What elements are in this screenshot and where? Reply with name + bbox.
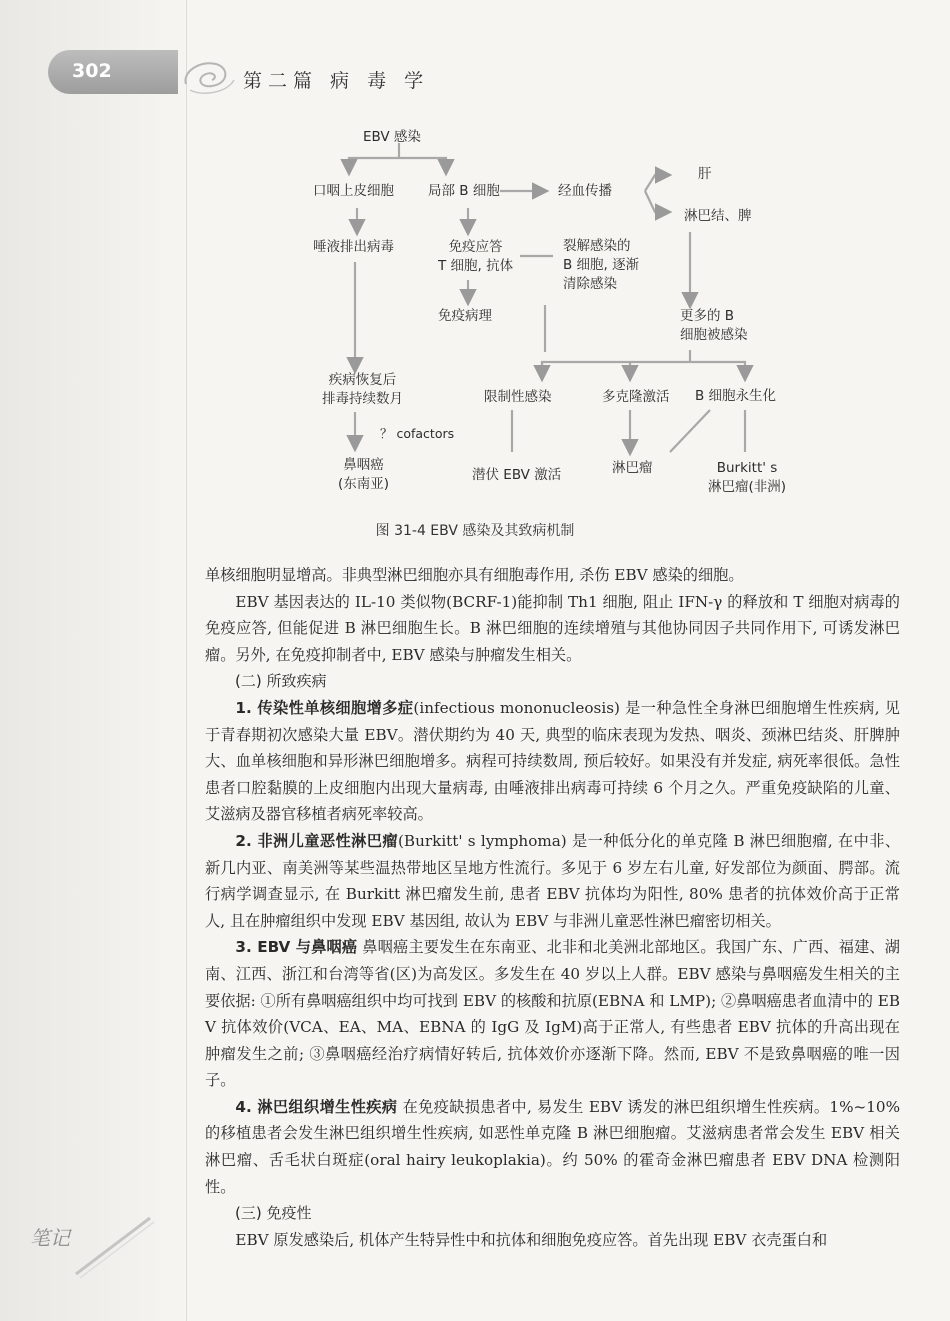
disease-2-text: (Burkitt' s lymphoma) 是一种低分化的单克隆 B 淋巴细胞瘤, 在中非、新几内亚、南美洲等某些温热带地区呈地方性流行。多见于 6 岁左右儿童, 好发部位为颜面、腭部。流行病学调查显示, 在 Burkitt 淋巴瘤发生前, 患者 EBV 抗体均为阳性, 80% 患者的抗体效价高于正常人, 且在肿瘤组织中发现 EBV 基因组, 故认为 EBV 与非洲儿童恶性淋巴瘤密切相关。 [205, 831, 901, 930]
node-immune-response [438, 238, 513, 276]
node-burkitt-line1: Burkitt' s [716, 460, 778, 476]
disease-1-title: 1. 传染性单核细胞增多症 [235, 698, 414, 717]
node-immune-response-line1: 免疫应答 [448, 239, 503, 255]
heading-immunity: (三) 免疫性 [235, 1204, 312, 1223]
node-immunopathology: 免疫病理 [438, 308, 492, 324]
node-blood-spread: 经血传播 [558, 183, 612, 199]
node-liver: 肝 [698, 166, 712, 182]
node-recovery-line2: 排毒持续数月 [322, 391, 403, 407]
ebv-pathogenesis-diagram [0, 0, 950, 560]
page-number: 302 [72, 60, 112, 82]
disease-1-text: (infectious mononucleosis) 是一种急性全身淋巴细胞增生性疾病, 见于青春期初次感染大量 EBV。潜伏期约为 40 天, 典型的临床表现为发热、咽炎、颈淋巴结炎、肝脾肿大、血单核细胞和异形淋巴细胞增多。病程可持续数周, 预后较好。如果没有并发症, 病死率很低。急性患者口腔黏膜的上皮细胞内出现大量病毒, 由唾液排出病毒可持续 6 个月之久。严重免疫缺陷的儿童、艾滋病及器官移植者病死率较高。 [205, 698, 900, 824]
node-more-b-cells [680, 307, 748, 345]
node-npc-line1: 鼻咽癌 [343, 457, 384, 473]
node-recovery-line1: 疾病恢复后 [328, 372, 397, 388]
node-local-b-cells: 局部 B 细胞 [428, 183, 500, 199]
pen-icon [70, 1212, 160, 1282]
node-saliva-shedding: 唾液排出病毒 [313, 239, 394, 255]
disease-4 [205, 1094, 900, 1200]
node-limited-infection: 限制性感染 [484, 389, 552, 405]
node-immune-response-line2: T 细胞, 抗体 [438, 258, 514, 274]
disease-4-title: 4. 淋巴组织增生性疾病 [235, 1097, 398, 1116]
section-title: 第二篇 病 毒 学 [243, 70, 430, 92]
node-recovery-shedding [322, 371, 403, 409]
node-cofactors: ？ cofactors [380, 426, 455, 441]
disease-3-title: 3. EBV 与鼻咽癌 [235, 938, 358, 957]
node-lytic-infection [563, 237, 639, 294]
node-ebv-infection: EBV 感染 [363, 129, 421, 145]
node-more-b-line2: 细胞被感染 [680, 327, 748, 343]
node-burkitt-lymphoma [708, 459, 786, 497]
node-b-cell-immortalization: B 细胞永生化 [695, 388, 777, 404]
node-latent-ebv-activation: 潜伏 EBV 激活 [472, 467, 562, 483]
paragraph-2: EBV 基因表达的 IL-10 类似物(BCRF-1)能抑制 Th1 细胞, 阻止 IFN-γ 的释放和 T 细胞对病毒的免疫应答, 但能促进 B 淋巴细胞生长。B 淋巴细胞的连续增殖与其他协同因子共同作用下, 可诱发淋巴瘤。另外, 在免疫抑制者中, EBV 感染与肿瘤发生相关。 [205, 592, 900, 664]
node-polyclonal-activation: 多克隆激活 [602, 389, 670, 405]
paragraph-last: EBV 原发感染后, 机体产生特异性中和抗体和细胞免疫应答。首先出现 EBV 衣壳蛋白和 [235, 1230, 828, 1249]
node-more-b-line1: 更多的 B [680, 308, 735, 324]
disease-3-text: 鼻咽癌主要发生在东南亚、北非和北美洲北部地区。我国广东、广西、福建、湖南、江西、浙江和台湾等省(区)为高发区。多发生在 40 岁以上人群。EBV 感染与鼻咽癌发生相关的主要依据: ①所有鼻咽癌组织中均可找到 EBV 的核酸和抗原(EBNA 和 LMP); ②鼻咽癌患者血清中的 EBV 抗体效价(VCA、EA、MA、EBNA 的 IgG 及 IgM)高于正常人, 有些患者 EBV 抗体的升高出现在肿瘤发生之前; ③鼻咽癌经治疗病情好转后, 抗体效价亦逐渐下降。然而, EBV 不是致鼻咽癌的唯一因子。 [205, 938, 900, 1090]
disease-2-title: 2. 非洲儿童恶性淋巴瘤 [235, 831, 398, 850]
node-burkitt-line2: 淋巴瘤(非洲) [708, 479, 787, 495]
heading-diseases: (二) 所致疾病 [235, 672, 327, 691]
body-text [205, 562, 900, 1253]
figure-caption: 图 31-4 EBV 感染及其致病机制 [375, 523, 575, 539]
node-lymph-spleen: 淋巴结、脾 [684, 208, 752, 224]
disease-1 [205, 695, 900, 828]
node-oropharynx-epithelium: 口咽上皮细胞 [313, 183, 394, 199]
node-lytic-line3: 清除感染 [563, 276, 617, 292]
disease-2 [205, 828, 900, 934]
node-npc-line2: (东南亚) [338, 476, 390, 492]
node-lytic-line1: 裂解感染的 [563, 238, 631, 254]
disease-3 [205, 934, 900, 1094]
notes-label: 笔记 [30, 1226, 70, 1250]
node-lytic-line2: B 细胞, 逐渐 [563, 257, 640, 273]
node-nasopharyngeal-carcinoma [338, 456, 389, 494]
disease-4-text: 在免疫缺损患者中, 易发生 EBV 诱发的淋巴组织增生性疾病。1%~10% 的移植患者会发生淋巴组织增生性疾病, 如恶性单克隆 B 淋巴细胞瘤。艾滋病患者常会发生 EBV 相关淋巴瘤、舌毛状白斑症(oral hairy leukoplakia)。约 50% 的霍奇金淋巴瘤患者 EBV DNA 检测阳性。 [205, 1097, 901, 1196]
node-lymphoma: 淋巴瘤 [612, 460, 653, 476]
paragraph-1: 单核细胞明显增高。非典型淋巴细胞亦具有细胞毒作用, 杀伤 EBV 感染的细胞。 [205, 566, 744, 584]
